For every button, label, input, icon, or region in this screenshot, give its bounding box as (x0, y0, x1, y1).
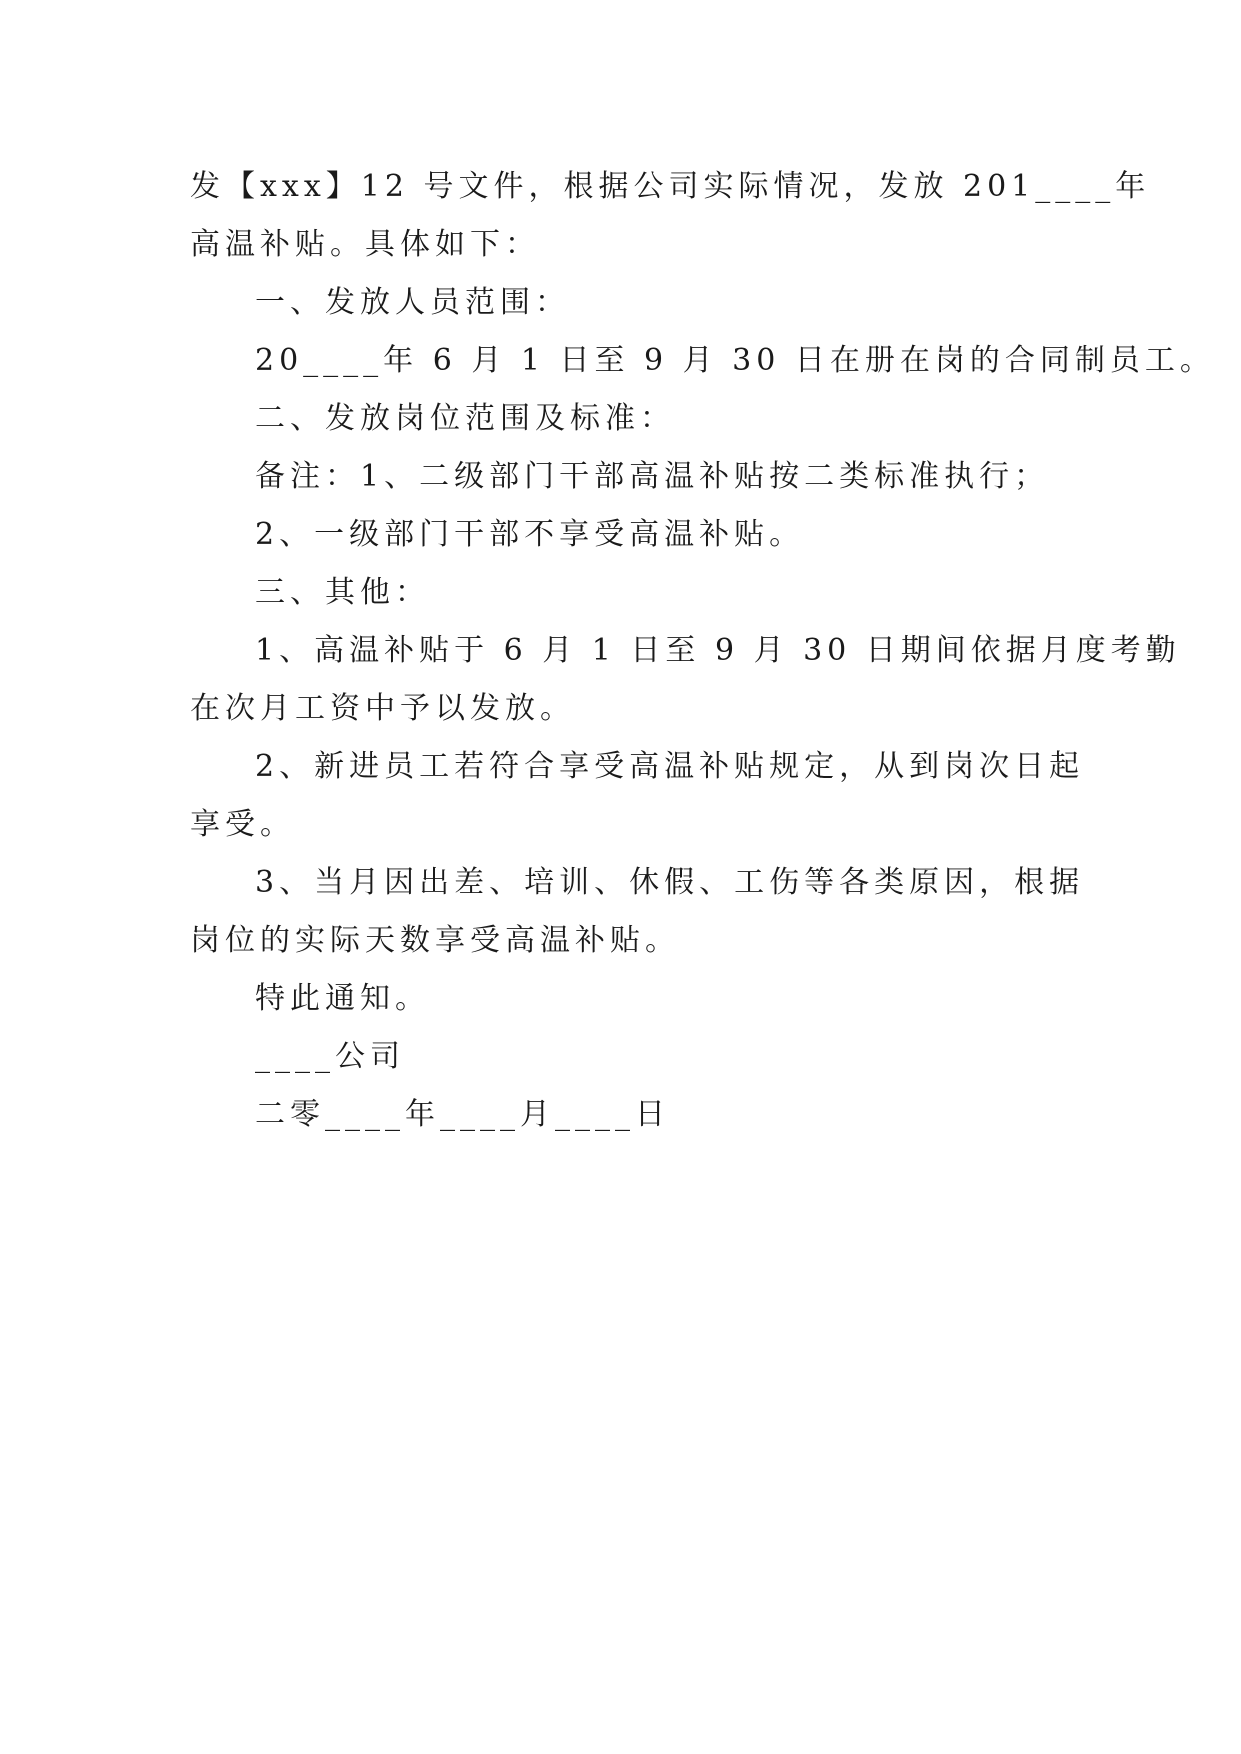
closing-line: 特此通知。 (255, 981, 430, 1016)
note-line: 备注：1、二级部门干部高温补贴按二类标准执行； (255, 459, 1050, 494)
signature-date: 二零____年____月____日 (255, 1097, 670, 1132)
paragraph-line: 享受。 (190, 807, 295, 842)
section-heading: 一、发放人员范围： (255, 285, 570, 320)
paragraph-line: 岗位的实际天数享受高温补贴。 (190, 923, 680, 958)
paragraph-line: 2、新进员工若符合享受高温补贴规定，从到岗次日起 (255, 749, 1085, 784)
section-heading: 三、其他： (255, 575, 430, 610)
document-body (190, 158, 1215, 1144)
paragraph-line: 1、高温补贴于 6 月 1 日至 9 月 30 日期间依据月度考勤 (255, 633, 1181, 668)
signature-company: ____公司 (255, 1039, 405, 1074)
paragraph-line: 3、当月因出差、培训、休假、工伤等各类原因，根据 (255, 865, 1085, 900)
paragraph-line: 发【xxx】12 号文件，根据公司实际情况，发放 201____年 (190, 169, 1151, 204)
note-line: 2、一级部门干部不享受高温补贴。 (255, 517, 805, 552)
paragraph-line: 在次月工资中予以发放。 (190, 691, 575, 726)
paragraph-line: 高温补贴。具体如下： (190, 227, 540, 262)
paragraph-line: 20____年 6 月 1 日至 9 月 30 日在册在岗的合同制员工。 (255, 343, 1215, 378)
section-heading: 二、发放岗位范围及标准： (255, 401, 675, 436)
